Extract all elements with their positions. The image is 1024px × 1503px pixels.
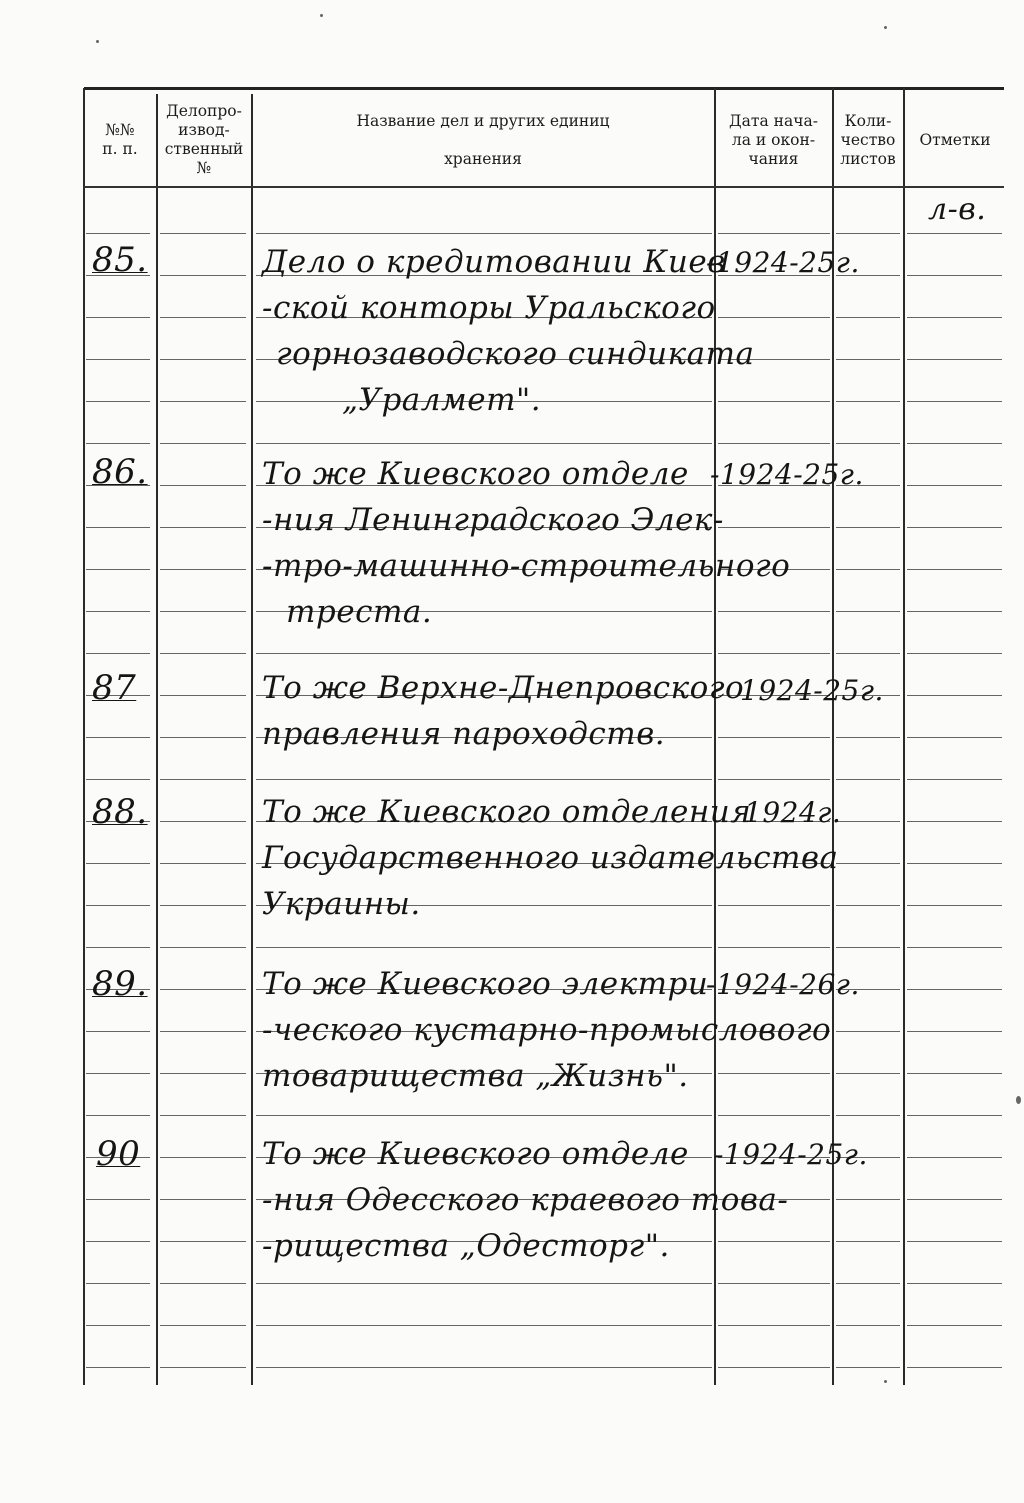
ruled-line <box>718 1073 830 1074</box>
row-title-line: То же Киевского отделе <box>262 1136 689 1172</box>
ruled-line <box>907 1115 1002 1116</box>
ruled-line <box>836 1199 900 1200</box>
row-title-line: Государственного издательства <box>262 840 839 876</box>
header-bottom-rule <box>84 186 1004 188</box>
ruled-line <box>160 905 246 906</box>
row-title-line: горнозаводского синдиката <box>276 336 755 372</box>
ruled-line <box>718 905 830 906</box>
row-title-line: -тро-машинно-строительного <box>262 548 791 584</box>
ruled-line <box>907 947 1002 948</box>
header-dates: Дата нача- ла и окон- чания <box>729 111 818 168</box>
ruled-line <box>836 1031 900 1032</box>
ruled-line <box>907 695 1002 696</box>
header-number: №№ п. п. <box>102 121 138 158</box>
ruled-line <box>256 233 712 234</box>
ruled-line <box>836 569 900 570</box>
header-office-number: Делопро- извод- ственный № <box>164 102 244 177</box>
ruled-line <box>86 401 150 402</box>
row-number: 87 <box>92 668 137 708</box>
ruled-line <box>836 947 900 948</box>
ruled-line <box>718 737 830 738</box>
row-number: 88. <box>92 792 148 832</box>
ruled-line <box>836 359 900 360</box>
ruled-line <box>907 485 1002 486</box>
ruled-line <box>86 737 150 738</box>
ruled-line <box>718 1241 830 1242</box>
row-title-line: То же Киевского электри <box>262 966 709 1002</box>
row-dates: 1924г. <box>744 796 842 829</box>
ruled-line <box>86 443 150 444</box>
ruled-line <box>86 863 150 864</box>
ruled-line <box>907 1199 1002 1200</box>
ruled-line <box>160 317 246 318</box>
ruled-line <box>836 905 900 906</box>
scan-speck <box>1016 1096 1021 1104</box>
ruled-line <box>907 233 1002 234</box>
ruled-line <box>256 1283 712 1284</box>
scan-speck <box>96 40 99 43</box>
column-line <box>83 88 85 1385</box>
row-number: 90 <box>96 1134 141 1174</box>
ruled-line <box>86 779 150 780</box>
row-title-line: -рищества „Одесторг". <box>262 1228 670 1264</box>
ruled-line <box>160 1115 246 1116</box>
ruled-line <box>160 779 246 780</box>
ruled-line <box>160 737 246 738</box>
ruled-line <box>907 1157 1002 1158</box>
ruled-line <box>836 527 900 528</box>
ruled-line <box>160 569 246 570</box>
ruled-line <box>160 233 246 234</box>
ruled-line <box>160 485 246 486</box>
ruled-line <box>256 779 712 780</box>
ruled-line <box>718 779 830 780</box>
ruled-line <box>160 443 246 444</box>
ruled-line <box>160 1283 246 1284</box>
ruled-line <box>86 527 150 528</box>
row-number: 86. <box>92 452 148 492</box>
column-line <box>832 88 834 1385</box>
ruled-line <box>160 1073 246 1074</box>
row-dates: -1924-25г. <box>706 246 860 279</box>
ruled-line <box>907 569 1002 570</box>
ruled-line <box>160 611 246 612</box>
ruled-line <box>907 905 1002 906</box>
ruled-line <box>718 317 830 318</box>
ruled-line <box>718 1325 830 1326</box>
ruled-line <box>836 1115 900 1116</box>
row-title-line: треста. <box>286 594 433 630</box>
ruled-line <box>86 1283 150 1284</box>
ruled-line <box>836 1073 900 1074</box>
ruled-line <box>907 1241 1002 1242</box>
ruled-line <box>907 317 1002 318</box>
ruled-line <box>160 1031 246 1032</box>
row-dates: -1924-26г. <box>706 968 860 1001</box>
ruled-line <box>907 779 1002 780</box>
row-title-line: То же Киевского отделения <box>262 794 752 830</box>
header-title: Название дел и других единиц хранения <box>356 111 610 168</box>
row-dates: -1924-25г. <box>714 1138 868 1171</box>
ruled-line <box>160 527 246 528</box>
ruled-line <box>836 317 900 318</box>
scan-speck <box>884 26 887 29</box>
ruled-line <box>836 611 900 612</box>
ruled-line <box>836 233 900 234</box>
ruled-line <box>718 1283 830 1284</box>
row-title-line: товарищества „Жизнь". <box>262 1058 689 1094</box>
ruled-line <box>256 947 712 948</box>
ruled-line <box>160 863 246 864</box>
row-title-line: -ния Ленинградского Элек- <box>262 502 724 538</box>
ruled-line <box>907 359 1002 360</box>
ruled-line <box>86 1325 150 1326</box>
ruled-line <box>907 737 1002 738</box>
column-line <box>156 94 158 1385</box>
ruled-line <box>86 1199 150 1200</box>
ruled-line <box>907 863 1002 864</box>
ruled-line <box>836 1241 900 1242</box>
ruled-line <box>836 443 900 444</box>
ruled-line <box>256 443 712 444</box>
ruled-line <box>160 653 246 654</box>
ruled-line <box>256 653 712 654</box>
header-notes: Отметки <box>919 130 991 149</box>
column-line <box>903 88 905 1385</box>
row-title-line: -ской конторы Уральского <box>262 290 716 326</box>
ruled-line <box>160 947 246 948</box>
ruled-line <box>86 569 150 570</box>
row-title-line: правления пароходств. <box>262 716 666 752</box>
ruled-line <box>86 1241 150 1242</box>
ruled-line <box>836 1367 900 1368</box>
ruled-line <box>86 1115 150 1116</box>
ruled-line <box>160 275 246 276</box>
ruled-line <box>907 821 1002 822</box>
scan-speck <box>320 14 323 17</box>
ruled-line <box>160 1157 246 1158</box>
row-title-line: Дело о кредитовании Киев <box>262 244 726 280</box>
ruled-line <box>907 275 1002 276</box>
ruled-line <box>907 527 1002 528</box>
row-title-line: Украины. <box>262 886 421 922</box>
ruled-line <box>86 611 150 612</box>
ruled-line <box>836 737 900 738</box>
row-dates: -1924-25г. <box>710 458 864 491</box>
ruled-line <box>718 1115 830 1116</box>
ruled-line <box>907 989 1002 990</box>
ruled-line <box>160 359 246 360</box>
row-title-line: -ческого кустарно-промыслового <box>262 1012 832 1048</box>
ruled-line <box>718 401 830 402</box>
ruled-line <box>256 1115 712 1116</box>
header-sheets: Коли- чество листов <box>840 111 896 168</box>
ruled-line <box>907 611 1002 612</box>
ruled-line <box>718 1367 830 1368</box>
ruled-line <box>718 947 830 948</box>
ruled-line <box>86 1031 150 1032</box>
corner-mark: л-в. <box>928 192 987 227</box>
column-line <box>251 94 253 1385</box>
ruled-line <box>160 1367 246 1368</box>
ruled-line <box>907 401 1002 402</box>
ruled-line <box>718 233 830 234</box>
ruled-line <box>86 653 150 654</box>
ruled-line <box>256 1325 712 1326</box>
row-title-line: -ния Одесского краевого това- <box>262 1182 789 1218</box>
row-title-line: То же Киевского отделе <box>262 456 689 492</box>
scan-speck <box>884 1380 887 1383</box>
ruled-line <box>907 1367 1002 1368</box>
ruled-line <box>907 443 1002 444</box>
table-top-rule <box>84 87 1004 90</box>
ruled-line <box>718 653 830 654</box>
ruled-line <box>160 1199 246 1200</box>
ruled-line <box>907 1073 1002 1074</box>
ruled-line <box>160 401 246 402</box>
ruled-line <box>836 779 900 780</box>
ruled-line <box>907 1283 1002 1284</box>
ruled-line <box>86 359 150 360</box>
ruled-line <box>160 989 246 990</box>
ruled-line <box>836 401 900 402</box>
ruled-line <box>836 821 900 822</box>
ruled-line <box>836 863 900 864</box>
ruled-line <box>256 1367 712 1368</box>
ruled-line <box>907 653 1002 654</box>
ruled-line <box>836 1325 900 1326</box>
ruled-line <box>86 233 150 234</box>
ruled-line <box>718 611 830 612</box>
ruled-line <box>86 1367 150 1368</box>
row-number: 89. <box>92 964 148 1004</box>
ruled-line <box>86 317 150 318</box>
ruled-line <box>86 905 150 906</box>
row-title-line: „Уралмет". <box>342 382 542 418</box>
ruled-line <box>836 653 900 654</box>
ruled-line <box>86 947 150 948</box>
ruled-line <box>907 1031 1002 1032</box>
row-title-line: То же Верхне-Днепровского <box>262 670 745 706</box>
ruled-line <box>160 1325 246 1326</box>
ruled-line <box>160 695 246 696</box>
ruled-line <box>907 1325 1002 1326</box>
row-number: 85. <box>92 240 148 280</box>
ruled-line <box>836 1283 900 1284</box>
ruled-line <box>718 527 830 528</box>
ruled-line <box>160 1241 246 1242</box>
row-dates: 1924-25г. <box>740 674 884 707</box>
ruled-line <box>160 821 246 822</box>
ruled-line <box>86 1073 150 1074</box>
ruled-line <box>718 443 830 444</box>
